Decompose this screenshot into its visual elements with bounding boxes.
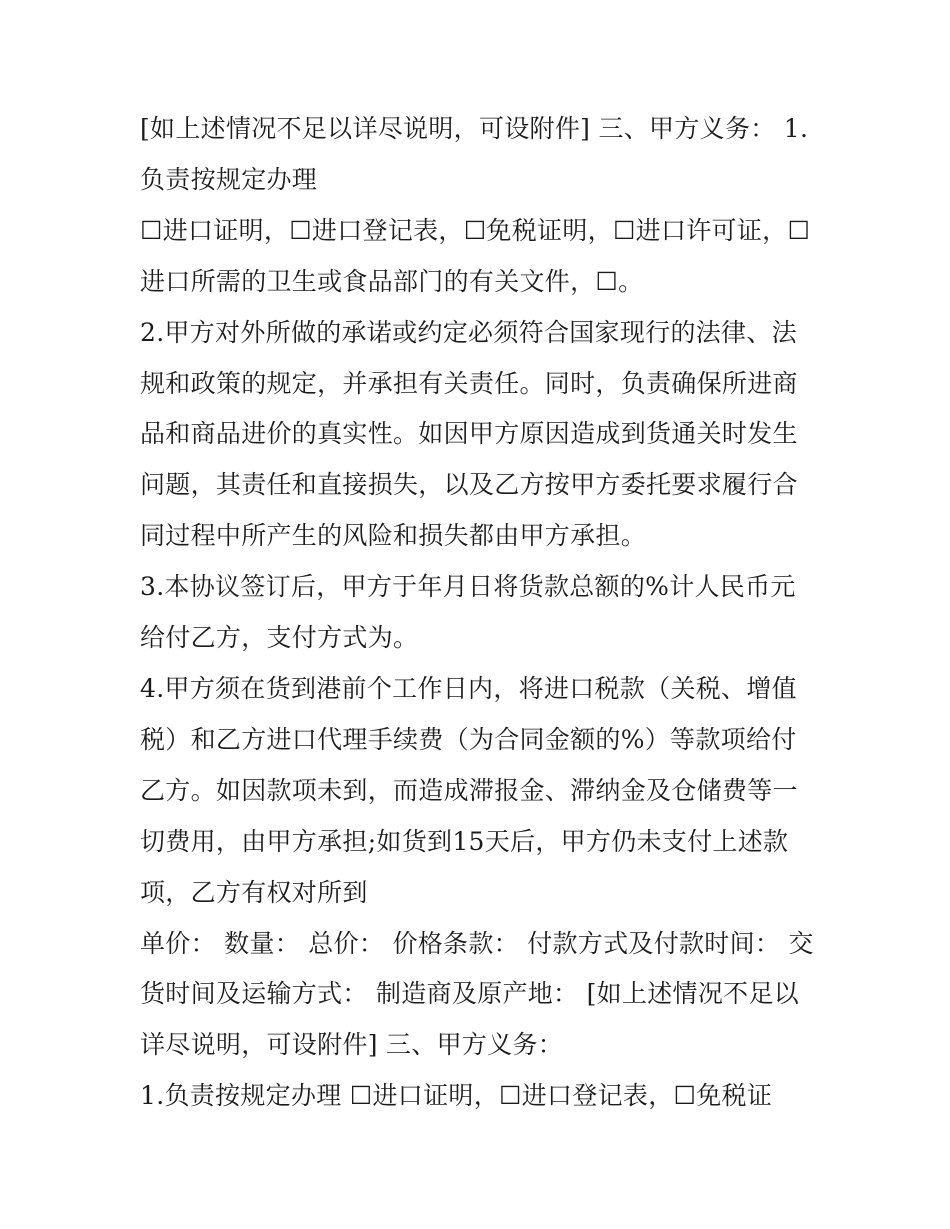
paragraph-clause-1-repeat: 1.负责按规定办理 ☐进口证明，☐进口登记表，☐免税证: [140, 1081, 773, 1111]
paragraph-attachment-note: [如上述情况不足以详尽说明，可设附件] 三、甲方义务： 1.负责按规定办理: [140, 114, 809, 194]
paragraph-goods-terms: 单价： 数量： 总价： 价格条款： 付款方式及付款时间： 交货时间及运输方式： 制造商及原产地： [如上述情况不足以详尽说明，可设附件] 三、甲方义务：: [140, 928, 814, 1060]
paragraph-clause-4: 4.甲方须在货到港前个工作日内，将进口税款（关税、增值税）和乙方进口代理手续费（为合同金额的%）等款项给付乙方。如因款项未到，而造成滞报金、滞纳金及仓储费等一切费用，由甲方承担;如货到15天后，甲方仍未支付上述款项，乙方有权对所到: [140, 673, 798, 907]
document-body: [140, 104, 820, 1122]
paragraph-clause-3: 3.本协议签订后，甲方于年月日将货款总额的%计人民币元给付乙方，支付方式为。: [140, 572, 796, 653]
paragraph-clause-2: 2.甲方对外所做的承诺或约定必须符合国家现行的法律、法规和政策的规定，并承担有关责任。同时，负责确保所进商品和商品进价的真实性。如因甲方原因造成到货通关时发生问题，其责任和直接损失，以及乙方按甲方委托要求履行合同过程中所产生的风险和损失都由甲方承担。: [140, 317, 798, 551]
paragraph-document-checklist: ☐进口证明，☐进口登记表，☐免税证明，☐进口许可证，☐进口所需的卫生或食品部门的有关文件，☐。: [140, 215, 811, 296]
